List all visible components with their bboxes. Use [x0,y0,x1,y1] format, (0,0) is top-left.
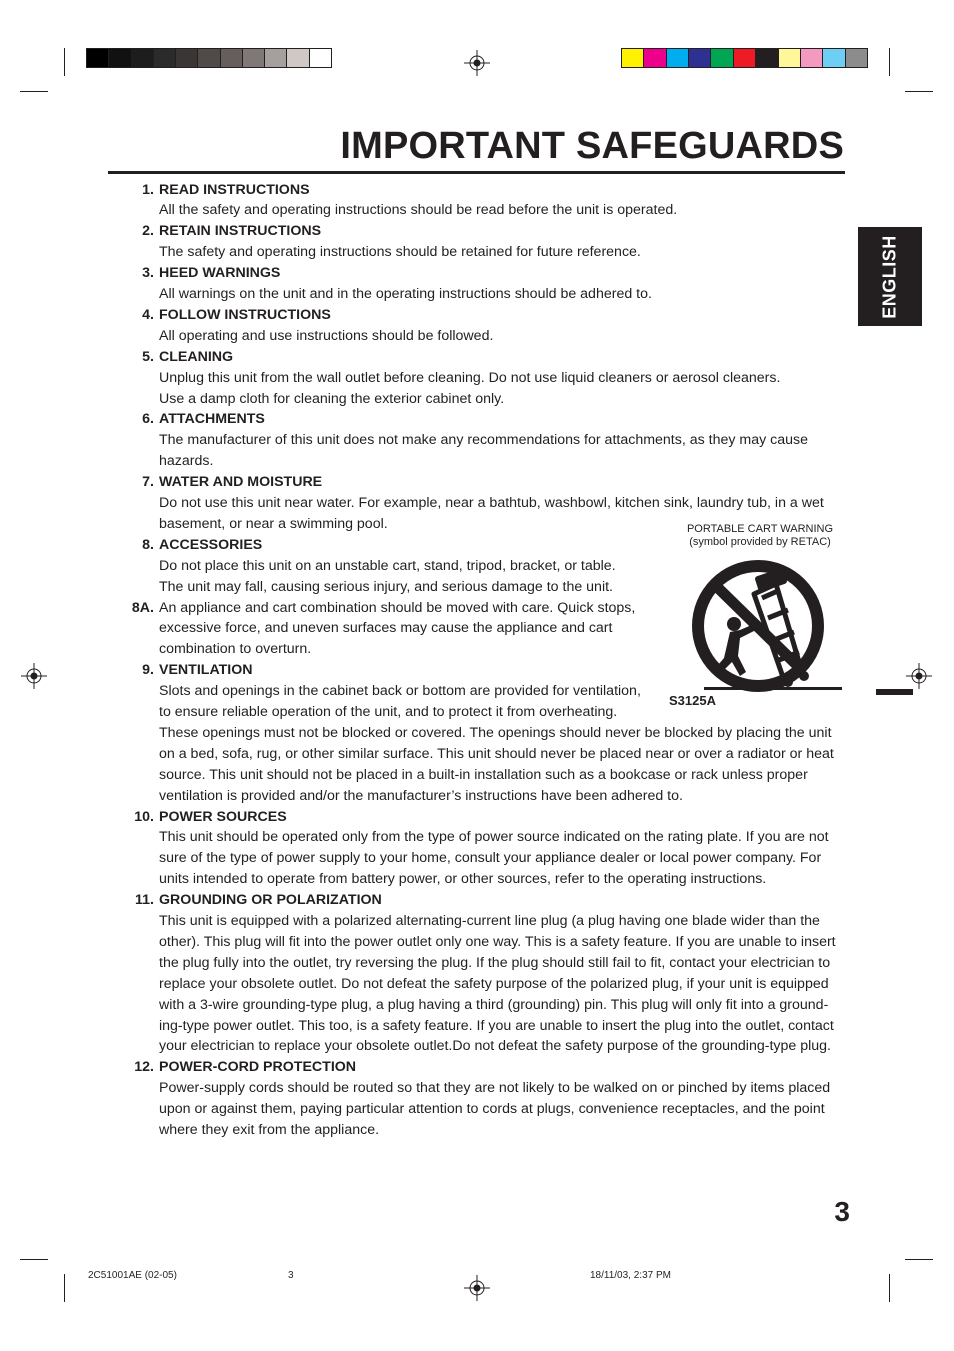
gray-swatch [108,49,130,67]
crop-mark [64,48,65,76]
section-text-line: where they exit from the appliance. [159,1122,380,1138]
section-text-line: upon or against them, paying particular attention to cords at plugs, convenience receptacles, and the point [159,1101,825,1118]
section-text-line: Unplug this unit from the wall outlet before cleaning. Do not use liquid cleaners or aerosol cleaners. [159,369,781,386]
language-tab [858,227,922,326]
side-marker [876,689,913,695]
section-text-line: replace your obsolete outlet. Do not defeat the safety purpose of the polarized plug, if your unit is equipped [159,975,829,992]
tipping-cart-warning-icon [684,554,842,694]
section-heading: WATER AND MOISTURE [159,474,323,491]
cart-warning-code: S3125A [669,693,716,708]
section-number: 10. [134,808,154,825]
section-heading: ACCESSORIES [159,536,263,553]
cart-warning-caption [670,523,850,549]
footer-timestamp: 18/11/03, 2:37 PM [590,1270,671,1281]
section-number: 1. [142,181,154,198]
gray-swatch [153,49,175,67]
section-number: 12. [134,1059,154,1076]
color-swatch [755,49,777,67]
section-heading: FOLLOW INSTRUCTIONS [159,306,331,323]
section-number: 11. [135,892,154,909]
crop-mark [889,1274,890,1302]
grayscale-calibration-bar [86,48,332,68]
page-title: IMPORTANT SAFEGUARDS [340,125,844,167]
section-heading: POWER SOURCES [159,808,287,825]
color-swatch [666,49,688,67]
section-text-line: units intended to operate from battery power, or other sources, refer to the operating instructions. [159,871,767,888]
section-heading: READ INSTRUCTIONS [159,181,310,198]
section-text-line: hazards. [159,453,214,470]
registration-mark-icon [464,50,490,76]
section-heading: ATTACHMENTS [159,411,265,428]
section-text-line: An appliance and cart combination should be moved with care. Quick stops, [159,599,636,616]
cart-warning-caption-line2: (symbol provided by RETAC) [689,536,831,548]
section-text-line: Use a damp cloth for cleaning the exterior cabinet only. [159,390,505,407]
section-heading: POWER-CORD PROTECTION [159,1059,357,1076]
section-text-line: excessive force, and uneven surfaces may cause the appliance and cart [159,620,613,637]
section-text-line: The safety and operating instructions should be retained for future reference. [159,244,641,261]
title-rule [108,171,845,174]
section-number: 4. [142,306,154,323]
color-swatch [845,49,867,67]
section-heading: CLEANING [159,348,234,365]
section-text-line: All operating and use instructions should be followed. [159,327,494,344]
crop-mark [889,48,890,76]
gray-swatch [220,49,242,67]
section-text-line: with a 3-wire grounding-type plug, a plug having a third (grounding) pin. This plug will only fit into a ground- [159,996,829,1013]
section-text-line: Do not place this unit on an unstable cart, stand, tripod, bracket, or table. [159,557,616,574]
section-text-line: on a bed, sofa, rug, or other similar surface. This unit should never be placed near or over a radiator or heat [159,745,834,762]
crop-mark [20,1259,48,1260]
section-text-line: combination to overturn. [159,641,312,658]
color-swatch [778,49,800,67]
color-swatch [622,49,643,67]
section-number: 8A. [131,599,154,616]
gray-swatch [87,49,108,67]
section-text-line: All warnings on the unit and in the operating instructions should be adhered to. [159,286,652,302]
section-heading: RETAIN INSTRUCTIONS [159,223,322,240]
gray-swatch [242,49,264,67]
section-number: 3. [142,265,154,282]
section-heading: GROUNDING OR POLARIZATION [159,892,382,909]
crop-mark [905,91,933,92]
color-calibration-bar [621,48,868,68]
section-text-line: Power-supply cords should be routed so that they are not likely to be walked on or pinched by items placed [159,1080,831,1097]
section-text-line: ing-type power outlet. This too, is a safety feature. If you are unable to insert the plug into the outlet, contact [159,1017,834,1034]
section-text-line: The unit may fall, causing serious injury, and serious damage to the unit. [159,578,613,595]
section-text-line: to ensure reliable operation of the unit, and to protect it from overheating. [159,704,618,720]
section-number: 2. [142,223,154,240]
section-text-line: basement, or near a swimming pool. [159,515,388,532]
gray-swatch [197,49,219,67]
color-swatch [688,49,710,67]
section-text-line: This unit is equipped with a polarized alternating-current line plug (a plug having one blade wider than the [159,913,820,929]
section-text-line: source. This unit should not be placed in a built-in installation such as a bookcase or rack unless proper [159,766,808,783]
section-text-line: Slots and openings in the cabinet back or bottom are provided for ventilation, [159,683,641,700]
section-number: 9. [142,662,154,679]
footer-page: 3 [288,1270,294,1281]
footer-doc-code: 2C51001AE (02-05) [88,1270,177,1281]
crop-mark [905,1259,933,1260]
section-text-line: This unit should be operated only from the type of power source indicated on the rating plate. If you are not [159,829,829,846]
color-swatch [733,49,755,67]
section-text-line: These openings must not be blocked or covered. The openings should never be blocked by placing the unit [159,724,832,741]
section-text-line: ventilation is provided and/or the manufacturer’s instructions have been adhered to. [159,787,683,804]
crop-mark [64,1274,65,1302]
page-number: 3 [834,1196,850,1227]
registration-mark-icon [21,663,47,689]
language-tab-label: ENGLISH [879,234,900,319]
color-swatch [800,49,822,67]
color-swatch [643,49,665,67]
section-number: 7. [142,474,154,491]
gray-swatch [264,49,286,67]
color-swatch [710,49,732,67]
gray-swatch [309,49,331,67]
section-number: 5. [142,348,154,365]
section-text-line: All the safety and operating instructions should be read before the unit is operated. [159,202,678,219]
registration-mark-icon [464,1275,490,1301]
section-number: 8. [142,536,154,553]
color-swatch [822,49,844,67]
gray-swatch [286,49,308,67]
section-text-line: Do not use this unit near water. For example, near a bathtub, washbowl, kitchen sink, laundry tub, in a wet [159,495,824,511]
crop-mark [20,91,48,92]
gray-swatch [175,49,197,67]
section-text-line: your electrician to replace your obsolete outlet.Do not defeat the safety purpose of the grounding-type plug. [159,1038,831,1055]
section-text-line: sure of the type of power supply to your home, consult your appliance dealer or local power company. For [159,850,822,867]
section-heading: HEED WARNINGS [159,265,281,282]
section-text-line: The manufacturer of this unit does not make any recommendations for attachments, as they may cause [159,432,809,449]
section-heading: VENTILATION [159,662,253,679]
section-text-line: the plug fully into the outlet, try reversing the plug. If the plug should still fail to fit, contact your electrician to [159,954,831,971]
gray-swatch [131,49,153,67]
section-text-line: other). This plug will fit into the power outlet only one way. This is a safety feature. If you are unable to insert [159,933,836,950]
registration-mark-icon [906,663,932,689]
section-number: 6. [142,411,154,428]
cart-warning-caption-line1: PORTABLE CART WARNING [686,523,834,535]
